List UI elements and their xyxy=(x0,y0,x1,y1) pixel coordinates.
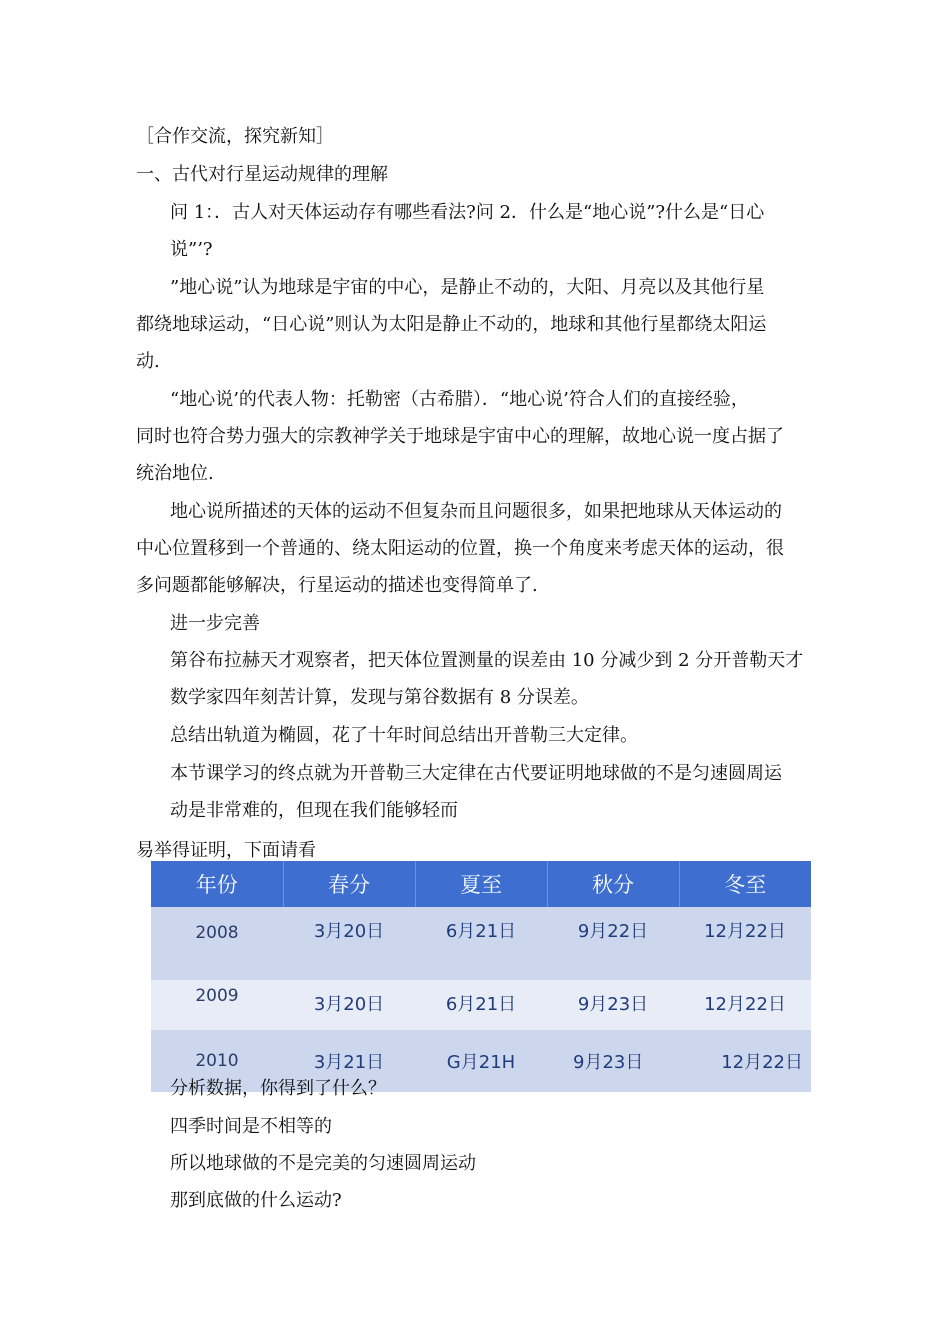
paragraph-problems-2: 中心位置移到一个普通的、绕太阳运动的位置，换一个角度来考虑天体的运动，很 xyxy=(136,538,784,559)
paragraph-problems-1: 地心说所描述的天体的运动不但复杂而且问题很多，如果把地球从天体运动的 xyxy=(170,501,782,522)
column-header-summer-solstice: 夏至 xyxy=(415,861,547,907)
paragraph-endpoint-2: 动是非常难的，但现在我们能够轻而 xyxy=(170,800,458,821)
table-cell: 12月22日 xyxy=(679,980,811,1030)
season-dates-table xyxy=(151,861,811,1092)
column-header-winter-solstice: 冬至 xyxy=(679,861,811,907)
table-row xyxy=(151,907,811,980)
analysis-question: 分析数据，你得到了什么？ xyxy=(170,1078,386,1099)
paragraph-tycho-2: 数学家四年刻苦计算，发现与第谷数据有 8 分误差。 xyxy=(170,687,589,708)
table-cell: 3月20日 xyxy=(283,980,415,1030)
table-cell: 2008 xyxy=(151,907,283,980)
paragraph-ptolemy-2: 同时也符合势力强大的宗教神学关于地球是宇宙中心的理解，故地心说一度占据了 xyxy=(136,426,784,447)
seasons-unequal: 四季时间是不相等的 xyxy=(170,1116,332,1137)
table-cell: 2009 xyxy=(151,980,283,1030)
table-cell: 6月21日 xyxy=(415,907,547,980)
column-header-year: 年份 xyxy=(151,861,283,907)
what-motion-question: 那到底做的什么运动? xyxy=(170,1190,342,1211)
paragraph-geocentric-2: 都绕地球运动，“日心说”则认为太阳是静止不动的，地球和其他行星都绕太阳运 xyxy=(136,314,767,335)
paragraph-geocentric-3: 动. xyxy=(136,351,160,372)
heading: 一、古代对行星运动规律的理解 xyxy=(136,164,388,185)
paragraph-improve: 进一步完善 xyxy=(170,613,260,634)
table-row xyxy=(151,980,811,1030)
not-uniform-motion: 所以地球做的不是完美的匀速圆周运动 xyxy=(170,1153,476,1174)
paragraph-endpoint-1: 本节课学习的终点就为开普勒三大定律在古代要证明地球做的不是匀速圆周运 xyxy=(170,763,782,784)
paragraph-geocentric-1: ”地心说”认为地球是宇宙的中心，是静止不动的，大阳、月亮以及其他行星 xyxy=(170,277,765,298)
question-line-2: 说”’? xyxy=(170,239,213,260)
table-cell: 6月21日 xyxy=(415,980,547,1030)
paragraph-ptolemy-3: 统治地位. xyxy=(136,463,214,484)
table-header-row xyxy=(151,861,811,907)
question-line-1: 问 1：．古人对天体运动存有哪些看法?问 2．什么是“地心说”?什么是“日心 xyxy=(170,202,765,223)
table-cell: 2010 xyxy=(151,1030,283,1092)
table-cell: 3月20日 xyxy=(283,907,415,980)
section-header: ［合作交流，探究新知］ xyxy=(136,126,334,147)
table-cell: 9月22日 xyxy=(547,907,679,980)
table-cell: 9月23日 xyxy=(547,1030,679,1092)
paragraph-tycho-1: 第谷布拉赫天才观察者，把天体位置测量的误差由 10 分减少到 2 分开普勒天才 xyxy=(170,650,804,671)
paragraph-ellipse: 总结出轨道为椭圆，花了十年时间总结出开普勒三大定律。 xyxy=(170,725,638,746)
column-header-spring-equinox: 春分 xyxy=(283,861,415,907)
table-cell: 3月21日 xyxy=(283,1030,415,1092)
column-header-autumn-equinox: 秋分 xyxy=(547,861,679,907)
table-cell: 12月22日 xyxy=(679,1030,811,1092)
table-cell: 9月23日 xyxy=(547,980,679,1030)
paragraph-proof: 易举得证明，下面请看 xyxy=(136,840,316,861)
table-cell: 12月22日 xyxy=(679,907,811,980)
paragraph-ptolemy-1: “地心说’的代表人物：托勒密（古希腊）．“地心说’符合人们的直接经验， xyxy=(170,389,749,410)
paragraph-problems-3: 多问题都能够解决，行星运动的描述也变得简单了. xyxy=(136,575,538,596)
table-cell: G月21H xyxy=(415,1030,547,1092)
